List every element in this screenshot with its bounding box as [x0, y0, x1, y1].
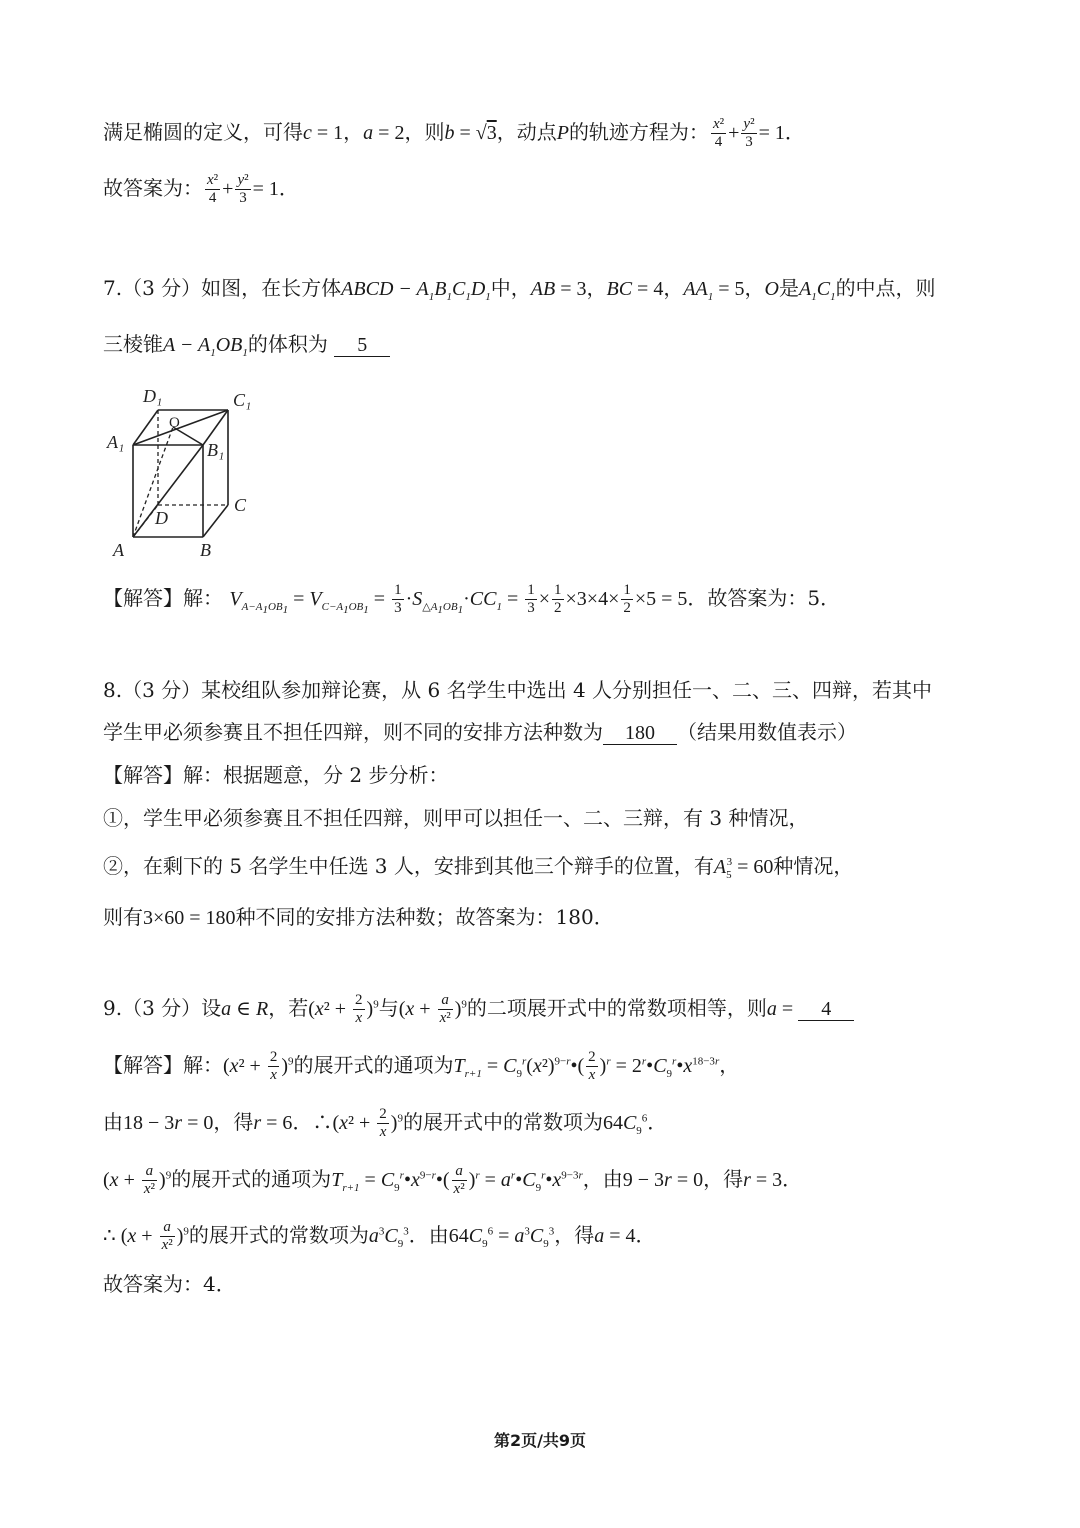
cuboid-diagram — [103, 380, 273, 565]
q7-answer-blank: 5 — [334, 334, 390, 357]
label-D1: D₁ — [143, 386, 163, 406]
q7-solution: 【解答】解： $V_{A-A_1OB_1} = V_{C-A_1OB_1}$ = $\frac{1}{3}$ $\cdot S_{\triangle A_1OB_1}\cdot CC_1$ = $\frac{1}{3}$ × $\frac{1}{2}$ ×3×4× $\frac{1}{2}$ ×5 = 5．故答案为：5． — [103, 582, 841, 617]
label-A1: A₁ — [107, 432, 125, 452]
label-B1: B₁ — [207, 440, 225, 460]
solution-line-ellipse: 满足椭圆的定义，可得c = 1，a = 2，则b = √3，动点P的轨迹方程为： $\frac{\text{x²}}{4}$ + $\frac{\text{y²}}{3}$ = 1． — [103, 116, 805, 150]
label-D: D — [155, 508, 168, 528]
q8-line-2: 学生甲必须参赛且不担任四辩，则不同的安排方法种数为 180 （结果用数值表示） — [103, 720, 857, 744]
q8-solution-1: 【解答】解：根据题意，分 2 步分析： — [103, 763, 449, 787]
q9-solution-1: 【解答】解：(x² + $\frac{2}{x}$ )$^9$的展开式的通项为$T_{r+1}$ = $C_9^r(x^2)^{9-r}•$( $\frac{2}{x}$ )$^r = 2^r•C_9^r•x^{18-3r}$， — [103, 1049, 740, 1083]
q8-line-1: 8.（3 分）某校组队参加辩论赛，从 6 名学生中选出 4 人分别担任一、二、三、四辩，若其中 — [103, 678, 933, 702]
q9-final-answer: 故答案为：4． — [103, 1272, 236, 1296]
q8-answer-blank: 180 — [603, 722, 677, 745]
cuboid-figure — [103, 380, 273, 569]
q9-answer-blank: 4 — [798, 998, 854, 1021]
q7-line-1: 7.（3 分）如图，在长方体ABCD − $A_1B_1C_1D_1$中，AB = 3，BC = 4，$AA_1 = 5$，O是$A_1C_1$的中点，则 — [103, 276, 936, 303]
q9-line-1: 9.（3 分）设a ∈ R，若(x² + $\frac{2}{x}$ )$^9$与(x + $\frac{a}{\text{x²}}$ )$^9$的二项展开式中的常数项相等，则a = 4 — [103, 992, 854, 1027]
q9-solution-4: ∴ (x + $\frac{a}{\text{x²}}$ )$^9$的展开式的常数项为$a^3C_9^3$．由$64C_9^6 = a^3C_9^3$，得a = 4． — [103, 1219, 656, 1253]
q9-solution-3: (x + $\frac{a}{\text{x²}}$ )$^9$的展开式的通项为$T_{r+1}$ = $C_9^r•x^{9-r}•$( $\frac{a}{\text{x²}}$ )$^r = a^r•C_9^r•x^{9-3r}$，由9 − 3r = 0，得r = 3． — [103, 1163, 803, 1197]
label-C1: C₁ — [233, 390, 252, 410]
q9-solution-2: 由18 − 3r = 0，得r = 6．∴(x² + $\frac{2}{x}$ )$^9$的展开式中的常数项为$64C_9^6$． — [103, 1106, 668, 1140]
label-B: B — [200, 540, 211, 560]
label-A: A — [113, 540, 124, 560]
q8-solution-4: 则有3×60 = 180种不同的安排方法种数；故答案为：180． — [103, 905, 614, 929]
answer-line-6: 故答案为： $\frac{\text{x²}}{4}$ + $\frac{\text{y²}}{3}$ = 1． — [103, 172, 299, 206]
label-O: O — [169, 415, 180, 431]
label-C: C — [234, 495, 247, 515]
q8-solution-2: ①，学生甲必须参赛且不担任四辩，则甲可以担任一、二、三辩，有 3 种情况， — [103, 806, 809, 830]
q8-solution-3: ②，在剩下的 5 名学生中任选 3 人，安排到其他三个辩手的位置，有$A_5^3 = 60$种情况， — [103, 854, 854, 881]
page-footer: 第2页/共9页 — [493, 1431, 587, 1450]
q7-line-2: 三棱锥$A - A_1OB_1$的体积为 5 — [103, 330, 390, 359]
